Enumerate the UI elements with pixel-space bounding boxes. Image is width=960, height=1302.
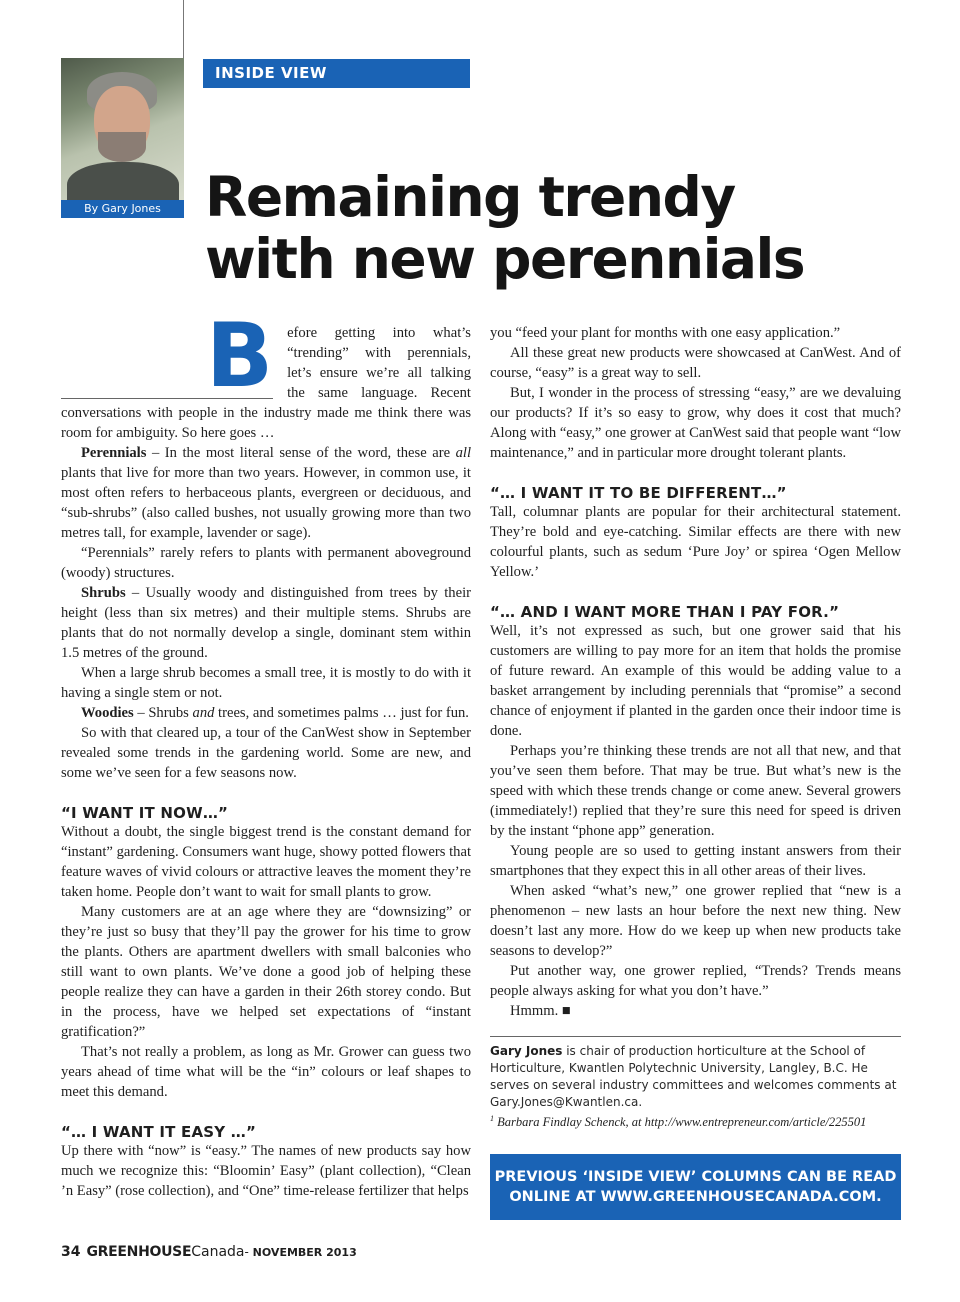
end-mark-icon: ■ <box>561 1003 571 1019</box>
paragraph: When a large shrub becomes a small tree, it is mostly to do with it having a single stem or not. <box>61 665 471 701</box>
paragraph: you “feed your plant for months with one easy application.” <box>490 325 841 341</box>
issue-date: NOVEMBER 2013 <box>252 1246 357 1259</box>
page-number: 34 <box>61 1244 81 1260</box>
paragraph: “Perennials” rarely refers to plants with permanent aboveground (woody) structures. <box>61 545 471 581</box>
subhead-easy: “… I WANT IT EASY …” <box>61 1123 257 1141</box>
article-column-1 <box>61 304 471 1201</box>
magazine-name-regular: Canada <box>191 1244 245 1260</box>
drop-cap: B <box>206 304 274 407</box>
author-photo <box>61 58 184 200</box>
author-bio: Gary Jones is chair of production horticulture at the School of Horticulture, Kwantlen Polytechnic University, Langley, B.C. He serves on several industry committees and welcomes comments at Gary.Jones@Kwantlen.ca. <box>490 1044 897 1109</box>
paragraph: Put another way, one grower replied, “Trends? Trends means people always asking for what you don’t have.” <box>490 963 901 999</box>
paragraph: Perennials – In the most literal sense of the word, these are all plants that live for more than two years. However, in common use, it most often refers to herbaceous plants, evergreen or deciduous, and “sub-shrubs” (also called bushes, not usually growing more than two metres tall, for example, lavender or sage). <box>61 445 471 541</box>
paragraph: Hmmm. ■ <box>510 1003 571 1019</box>
page-folio: 34 GREENHOUSECanada- NOVEMBER 2013 <box>61 1244 357 1260</box>
term-perennials: Perennials <box>81 445 147 461</box>
headline-line-1: Remaining trendy <box>205 165 735 229</box>
paragraph: Before getting into what’s “trending” with perennials, let’s ensure we’re all talking the same language. Recent conversations with people in the industry made me think there was room for ambiguity. So here goes … <box>61 304 471 441</box>
paragraph: That’s not really a problem, as long as Mr. Grower can guess two years ahead of time what will be the “in” colours or leaf shapes to meet this demand. <box>61 1044 471 1100</box>
paragraph: Without a doubt, the single biggest trend is the constant demand for “instant” gardening. Consumers want huge, showy potted flowers that feature waves of vivid colours or attractive leaves the moment they’re taken home. People don’t want to wait for small plants to grow. <box>61 824 471 900</box>
term-shrubs: Shrubs <box>81 585 126 601</box>
subhead-different: “… I WANT IT TO BE DIFFERENT…” <box>490 484 787 502</box>
portrait-shirt <box>67 162 179 200</box>
promo-line-1: PREVIOUS ‘INSIDE VIEW’ COLUMNS CAN BE READ <box>494 1169 897 1185</box>
term-woodies: Woodies <box>81 705 134 721</box>
paragraph: Tall, columnar plants are popular for their architectural statement. They’re bold and eye-catching. Similar effects are there with new colourful plants, such as sedum ‘Pure Joy’ or spirea ‘Ogen Mellow Yellow.’ <box>490 504 901 580</box>
subhead-now: “I WANT IT NOW…” <box>61 804 229 822</box>
paragraph: Many customers are at an age where they are “downsizing” or they’re just so busy that they’ll pay the grower for his time to grow the plants. Others are apartment dwellers with small balconies who still want to own plants. We’ve done a good job of helping these people realize they can have a garden in their 26th storey condo. But in the process, have we helped set expectations of “instant gratification?” <box>61 904 471 1040</box>
paragraph: Well, it’s not expressed as such, but one grower said that his customers are willing to pay more for an item that holds the promise of future reward. An example of this would be adding value to a basket arrangement by including perennials that “promise” a second chance of enjoyment if planted in the garden once their indoor time is done. <box>490 623 901 739</box>
article-headline <box>205 166 804 290</box>
footnote: $^1$ Barbara Findlay Schenck, at http://www.entrepreneur.com/article/225501 <box>490 1114 867 1130</box>
paragraph: Woodies – Shrubs and trees, and sometimes palms … just for fun. <box>81 705 469 721</box>
paragraph: All these great new products were showcased at CanWest. And of course, “easy” is a great way to sell. <box>490 345 901 381</box>
portrait-beard <box>98 132 146 162</box>
section-label: INSIDE VIEW <box>203 59 470 88</box>
paragraph: But, I wonder in the process of stressing “easy,” are we devaluing our products? If it’s so easy to grow, why does it cost that much? Along with “easy,” one grower at CanWest said that people want “low maintenance,” and in particular more drought tolerant plants. <box>490 385 901 461</box>
paragraph: When asked “what’s new,” one grower replied that “new is a phenomenon – new lasts an hour before the next new thing. New doesn’t last any more. How do we keep up when new products take seasons to develop?” <box>490 883 901 959</box>
paragraph: Shrubs – Usually woody and distinguished from trees by their height (less than six metres) and their multiple stems. Shrubs are plants that do not normally develop a single, dominant stem within 1.5 metres of the ground. <box>61 585 471 661</box>
article-column-2 <box>490 323 901 1021</box>
bio-rule <box>490 1036 901 1037</box>
promo-line-2: ONLINE AT WWW.GREENHOUSECANADA.COM. <box>509 1189 882 1205</box>
magazine-name-bold: GREENHOUSE <box>86 1244 192 1260</box>
paragraph: Perhaps you’re thinking these trends are not all that new, and that you’ve seen them before. That may be true. But what’s new is the speed with which these trends change or come anew. Several growers (immediately!) replied that they’re sure this need for speed is driven by the instant “phone app” generation. <box>490 743 901 839</box>
subhead-more: “… AND I WANT MORE THAN I PAY FOR.” <box>490 603 840 621</box>
promo-box <box>490 1154 901 1220</box>
paragraph: Young people are so used to getting instant answers from their smartphones that they expect this in all other areas of their lives. <box>490 843 901 879</box>
footnote-mark: 1 <box>490 1114 494 1123</box>
headline-line-2: with new perennials <box>205 227 805 291</box>
author-byline: By Gary Jones <box>61 200 184 218</box>
bio-name: Gary Jones <box>490 1044 563 1058</box>
paragraph: So with that cleared up, a tour of the CanWest show in September revealed some trends in the gardening world. Some are new, and some we’ve seen for a few seasons now. <box>61 725 471 781</box>
paragraph: Up there with “now” is “easy.” The names of new products say how much we recognize this: “Bloomin’ Easy” (plant collection), “Clean ’n Easy” (rose collection), and “One” time-release fertilizer that helps <box>61 1143 471 1199</box>
